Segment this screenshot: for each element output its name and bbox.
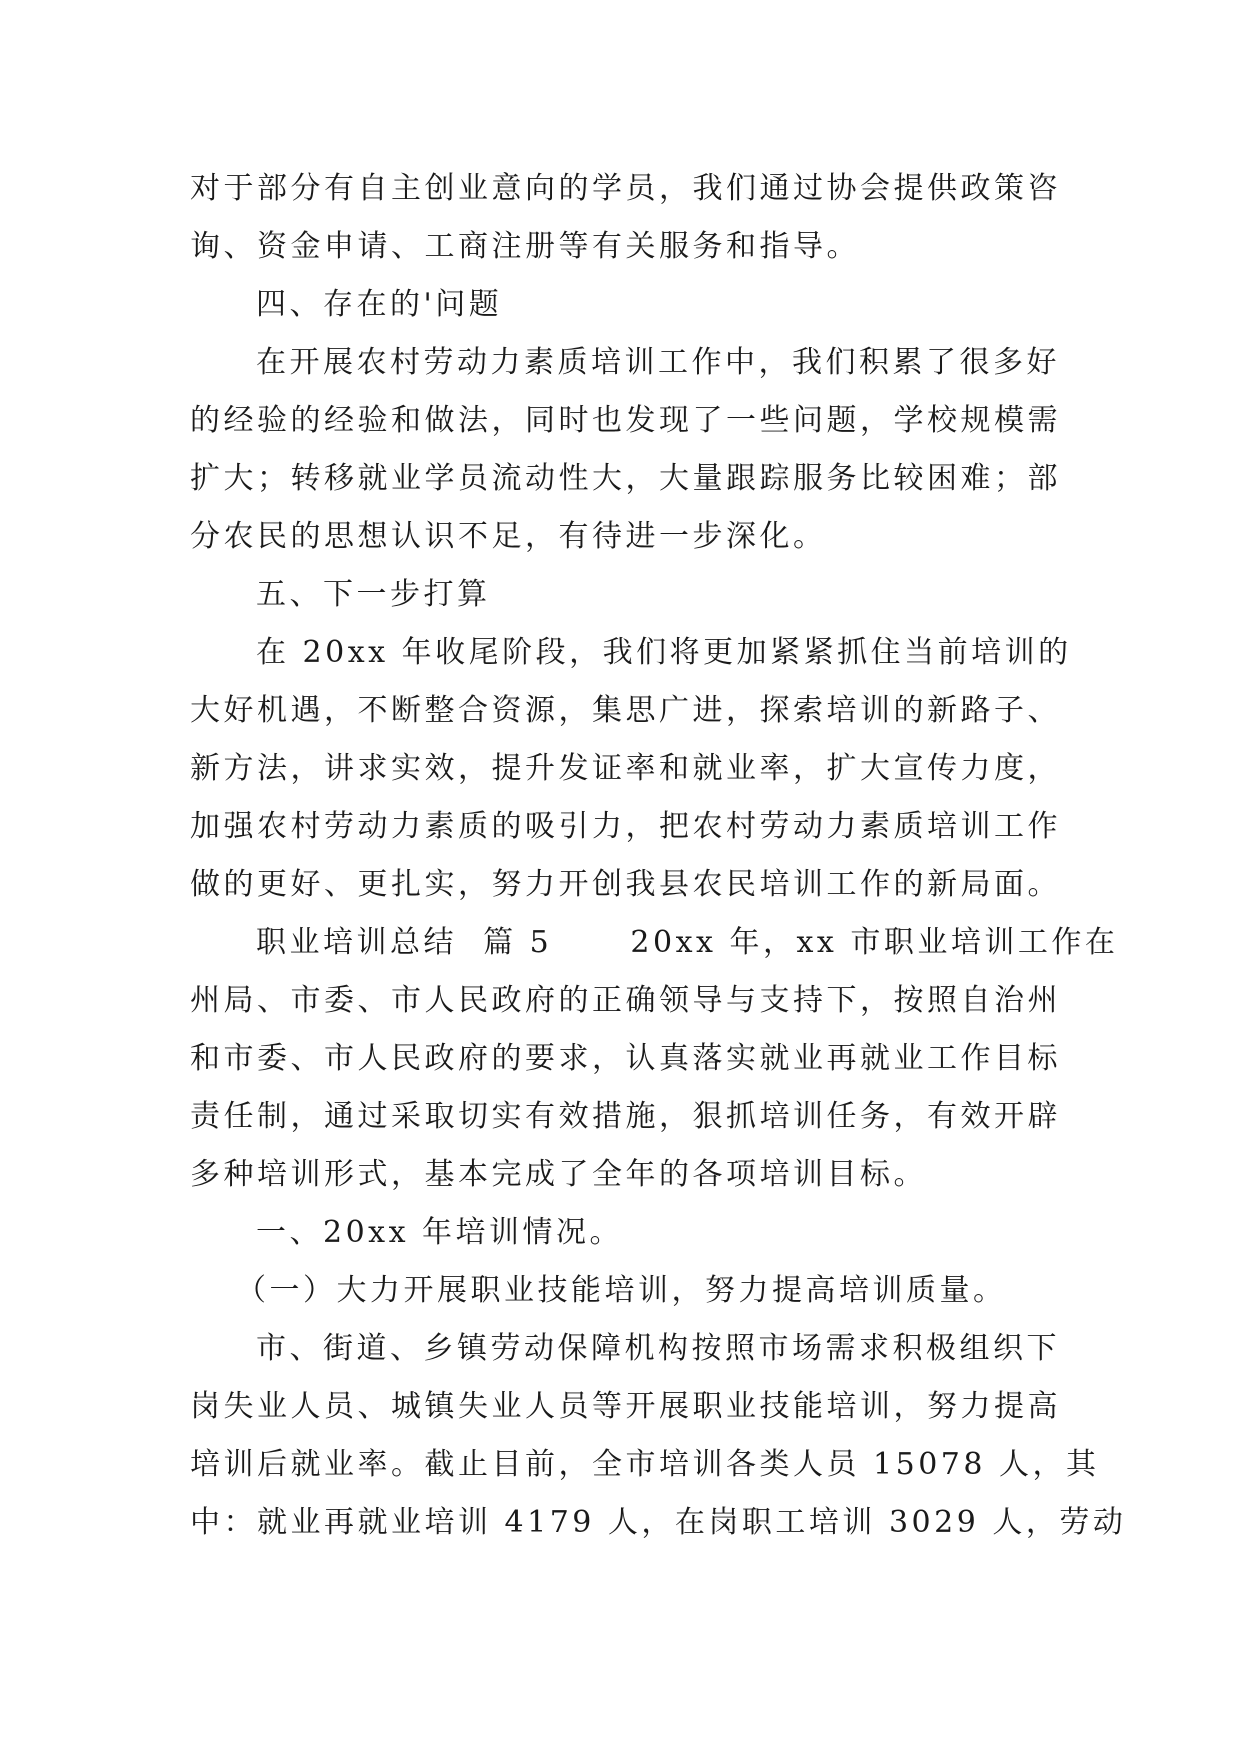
text-line: 加强农村劳动力素质的吸引力，把农村劳动力素质培训工作 [190, 809, 1061, 844]
section-heading: 五、下一步打算 [256, 577, 491, 612]
text-line: 扩大；转移就业学员流动性大，大量跟踪服务比较困难；部 [190, 461, 1061, 496]
section-heading: 四、存在的'问题 [256, 287, 503, 322]
text-line: 责任制，通过采取切实有效措施，狠抓培训任务，有效开辟 [190, 1099, 1061, 1134]
document-body [190, 160, 1127, 1552]
text-line: 市、街道、乡镇劳动保障机构按照市场需求积极组织下 [256, 1331, 1060, 1366]
text-line: 做的更好、更扎实，努力开创我县农民培训工作的新局面。 [190, 867, 1061, 902]
text-line: 培训后就业率。截止目前，全市培训各类人员 15078 人，其 [190, 1447, 1100, 1482]
section-title: 职业培训总结 篇 5 20xx 年，xx 市职业培训工作在 [256, 925, 1119, 960]
text-line: 中：就业再就业培训 4179 人，在岗职工培训 3029 人，劳动 [190, 1505, 1127, 1540]
text-line: 和市委、市人民政府的要求，认真落实就业再就业工作目标 [190, 1041, 1061, 1076]
text-line: 大好机遇，不断整合资源，集思广进，探索培训的新路子、 [190, 693, 1061, 728]
section-heading: 一、20xx 年培训情况。 [256, 1215, 624, 1250]
text-line: 岗失业人员、城镇失业人员等开展职业技能培训，努力提高 [190, 1389, 1061, 1424]
text-line: 的经验的经验和做法，同时也发现了一些问题，学校规模需 [190, 403, 1061, 438]
text-line: 分农民的思想认识不足，有待进一步深化。 [190, 519, 827, 554]
text-line: 多种培训形式，基本完成了全年的各项培训目标。 [190, 1157, 927, 1192]
text-line: 在 20xx 年收尾阶段，我们将更加紧紧抓住当前培训的 [256, 635, 1072, 670]
subsection-heading: （一）大力开展职业技能培训，努力提高培训质量。 [236, 1273, 1007, 1308]
text-line: 询、资金申请、工商注册等有关服务和指导。 [190, 229, 860, 264]
text-line: 在开展农村劳动力素质培训工作中，我们积累了很多好 [256, 345, 1060, 380]
text-line: 对于部分有自主创业意向的学员，我们通过协会提供政策咨 [190, 171, 1061, 206]
text-line: 州局、市委、市人民政府的正确领导与支持下，按照自治州 [190, 983, 1061, 1018]
text-line: 新方法，讲求实效，提升发证率和就业率，扩大宣传力度， [190, 751, 1061, 786]
